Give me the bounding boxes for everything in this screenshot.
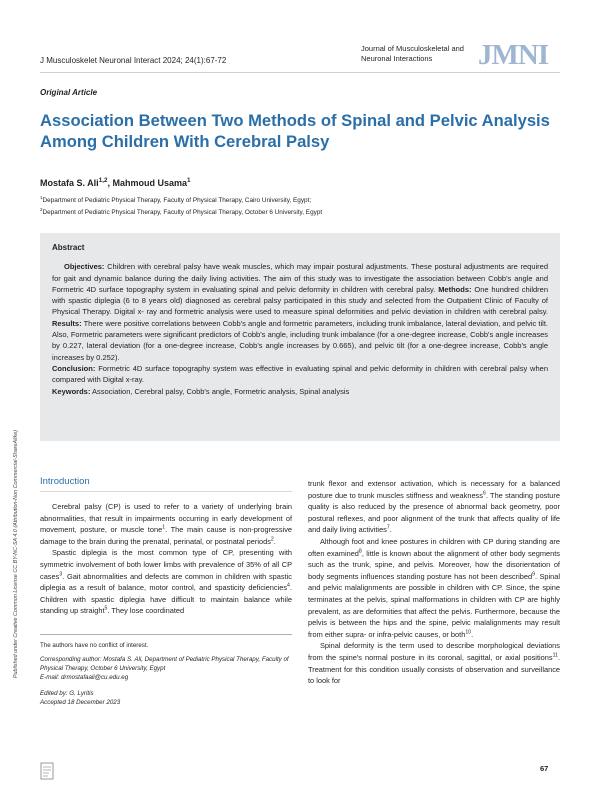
right-column	[308, 478, 560, 687]
affiliation: $^2$Department of Pediatric Physical Therapy, Faculty of Physical Therapy, October 6 University, Egypt	[40, 206, 323, 216]
author-list: Mostafa S. Ali$^{1,2}$, Mahmoud Usama$^1$	[40, 177, 191, 188]
keywords: Keywords: Association, Cerebral palsy, Cobb's angle, Formetric analysis, Spinal analysis	[52, 386, 350, 396]
abstract-box	[40, 233, 560, 441]
journal-logo: JMNI	[478, 39, 549, 71]
open-access-icon	[40, 762, 54, 780]
edited-by: Edited by: G. Lyritis	[40, 690, 94, 697]
corresponding-author: Corresponding author: Mostafa S. Ali, Department of Pediatric Physical Therapy, Faculty of Physical Therapy, October 6 University, Egypt	[40, 656, 289, 672]
left-column	[40, 501, 292, 617]
abstract-conclusion: Conclusion: Formetric 4D surface topography system was effective in evaluating spinal and pelvic deformity in children with cerebral palsy when compared with Digital x-ray.	[52, 363, 548, 385]
body-paragraph: Although foot and knee postures in children with CP during standing are often examined$^8$, little is known about the alignment of other body segments such as the trunk, spine, and pelvis. Moreover, how the disorientation of body segments influences standing posture has not been described$^9$. Spinal and pelvic malalignments are possible in children with CP. Since, the spine terminates at the pelvis, spinal malformations in children with CP are highly prevalent, as are deformities that affect the pelvis. Furthermore, because the pelvis is between the hips and the spine, pelvic malalignments may result from either supra- or infra-pelvic causes, or both$^{10}$.	[308, 536, 560, 639]
author-name: Mostafa S. Ali	[40, 178, 99, 188]
abstract-body	[52, 261, 548, 397]
body-paragraph: Spinal deformity is the term used to describe morphological deviations from the spine's normal posture in its coronal, sagittal, or axial positions$^{11}$. Treatment for this condition usually consists of observation and surveillance to look for	[308, 641, 560, 686]
journal-name: Journal of Musculoskeletal and Neuronal Interactions	[361, 44, 464, 63]
section-heading-introduction: Introduction	[40, 476, 90, 487]
author-affiliation-ref: 1,2	[98, 177, 108, 184]
journal-citation: J Musculoskelet Neuronal Interact 2024; 24(1):67-72	[40, 56, 227, 65]
author-name: Mahmoud Usama	[112, 178, 187, 188]
affiliation: $^1$Department of Pediatric Physical Therapy, Faculty of Physical Therapy, Cairo University, Egypt;	[40, 194, 312, 204]
abstract-paragraph: Objectives: Children with cerebral palsy have weak muscles, which may impair postural adjustments. These postural adjustments are required for gait and dynamic balance during the daily living activities. The aim of this study was to investigate the association between Cobb's angle and Formetric 4D surface topography system in evaluating spinal and pelvic deformity in children with cerebral palsy. Methods: One hundred children with spastic diplegia (6 to 8 years old) diagnosed as cerebral palsy participated in this study and selected from the Outpatient Clinic of Faculty of Physical Therapy. Digital x- ray and formetric analysis were used to measure spinal deformities and pelvic deviation in children with cerebral palsy. Results: There were positive correlations between Cobb's angle and formetric parameters, including trunk imbalance, lateral deviation, and pelvic tilt. Also, Formetric parameters were significant predictors of Cobb's angle, including trunk imbalance (for a one-degree increase, Cobb's angle increases by 0.227, lateral deviation (for a one-degree increase, Cobb's angle increases by 0.665), and pelvic tilt (for a one-degree increase, Cobb's angle increases by 0.252).	[52, 262, 548, 362]
author-affiliation-ref: 1	[186, 177, 191, 184]
author-email: E-mail: drmostafaali@cu.edu.eg	[40, 674, 129, 681]
license-sidebar: Published under Creative Common License CC BY-NC-SA 4.0 (Attribution-Non Commercial-ShareAlike)	[13, 430, 19, 679]
body-paragraph: trunk flexor and extensor activation, which is necessary for a balanced posture due to trunk muscles stiffness and weakness$^6$. The standing posture quality is also reduced by the presence of abnormal back geometry, poor postural reflexes, and poor alignment of the trunk that affects quality of life and daily living activities$^7$.	[308, 479, 560, 535]
header-divider	[40, 72, 560, 73]
footnote-divider	[40, 634, 292, 635]
conflict-statement: The authors have no conflict of interest.	[40, 642, 149, 649]
accepted-date: Accepted 18 December 2023	[40, 699, 121, 706]
article-type: Original Article	[40, 88, 98, 97]
page-number: 67	[540, 764, 549, 773]
abstract-heading: Abstract	[52, 243, 85, 252]
body-paragraph: Spastic diplegia is the most common type of CP, presenting with symmetric involvement of both lower limbs with prevalence of 35% of all CP cases$^3$. Gait abnormalities and defects are common in children with spastic diplegia as a result of balance, motor control, and spasticity deficiencies$^4$. Children with spastic diplegia have difficult to maintain balance while standing up straight$^5$. They lose coordinated	[40, 548, 292, 616]
body-paragraph: Cerebral palsy (CP) is used to refer to a variety of underlying brain abnormalities, that result in impairments occurring in early development of movement, posture, or muscle tone$^1$. The main cause is non-progressive damage to the brain during the prenatal, perinatal, or postnatal periods$^2$.	[40, 502, 292, 546]
section-divider	[40, 491, 292, 492]
page-title: Association Between Two Methods of Spinal and Pelvic Analysis Among Children With Cerebral Palsy	[40, 111, 550, 151]
